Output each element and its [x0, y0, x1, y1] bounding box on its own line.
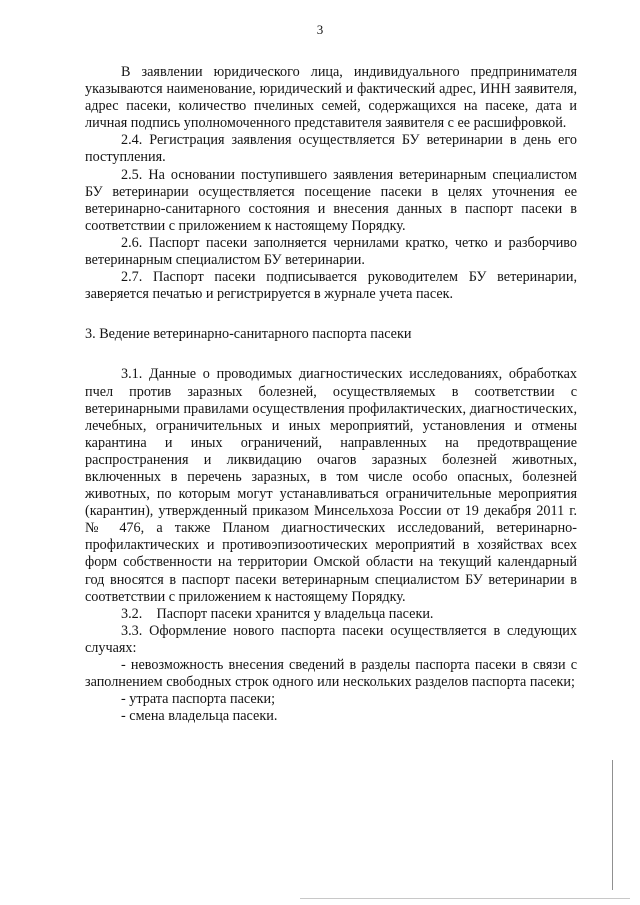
paragraph-2-7: 2.7. Паспорт пасеки подписывается руководителем БУ ветеринарии, заверяется печатью и регистрируется в журнале учета пасек. — [85, 269, 577, 303]
section-heading: 3. Ведение ветеринарно-санитарного паспорта пасеки — [85, 326, 412, 343]
scan-artifact-line — [612, 760, 613, 890]
paragraph-3-1: 3.1. Данные о проводимых диагностических исследованиях, обработках пчел против заразных болезней, осуществляемых в соответствии с ветеринарными правилами осуществления профилактических, диагностических, лечебных, ограничительных и иных мероприятий, установления и отмены карантина и иных ограничений, направленных на предотвращение распространения и ликвидацию очагов заразных болезней животных, включенных в перечень заразных, в том числе особо опасных, болезней животных, по которым могут устанавливаться ограничительные мероприятия (карантин), утвержденный приказом Минсельхоза России от 19 декабря 2011 г. № 476, а также Планом диагностических исследований, ветеринарно-профилактических и противоэпизоотических мероприятий в хозяйствах всех форм собственности на территории Омской области на текущий календарный год вносятся в паспорт пасеки ветеринарным специалистом БУ ветеринарии в соответствии с приложением к настоящему Порядку. — [85, 366, 577, 605]
scan-artifact-line — [300, 898, 630, 899]
paragraph-2-4: 2.4. Регистрация заявления осуществляется БУ ветеринарии в день его поступления. — [85, 132, 577, 166]
paragraph-2-6: 2.6. Паспорт пасеки заполняется чернилами кратко, четко и разборчиво ветеринарным специалистом БУ ветеринарии. — [85, 234, 577, 269]
paragraph-3-2: 3.2. Паспорт пасеки хранится у владельца пасеки. — [121, 605, 434, 622]
page-number: 3 — [316, 22, 324, 37]
list-item: - невозможность внесения сведений в разделы паспорта пасеки в связи с заполнением свободных строк одного или нескольких разделов паспорта пасеки; — [85, 657, 577, 691]
list-item: - утрата паспорта пасеки; — [121, 691, 276, 708]
paragraph-2-5: 2.5. На основании поступившего заявления ветеринарным специалистом БУ ветеринарии осуществляется посещение пасеки в целях уточнения ее ветеринарно-санитарного состояния и внесения данных в паспорт пасеки в соответствии с приложением к настоящему Порядку. — [85, 166, 577, 234]
paragraph-3-3: 3.3. Оформление нового паспорта пасеки осуществляется в следующих случаях: — [85, 622, 577, 656]
document-body — [85, 64, 577, 725]
list-item: - смена владельца пасеки. — [121, 708, 278, 725]
paragraph-applicant-details: В заявлении юридического лица, индивидуального предпринимателя указываются наименование, юридический и фактический адрес, ИНН заявителя, адрес пасеки, количество пчелиных семей, содержащихся на пасеке, дата и личная подпись уполномоченного представителя заявителя с ее расшифровкой. — [85, 64, 577, 132]
